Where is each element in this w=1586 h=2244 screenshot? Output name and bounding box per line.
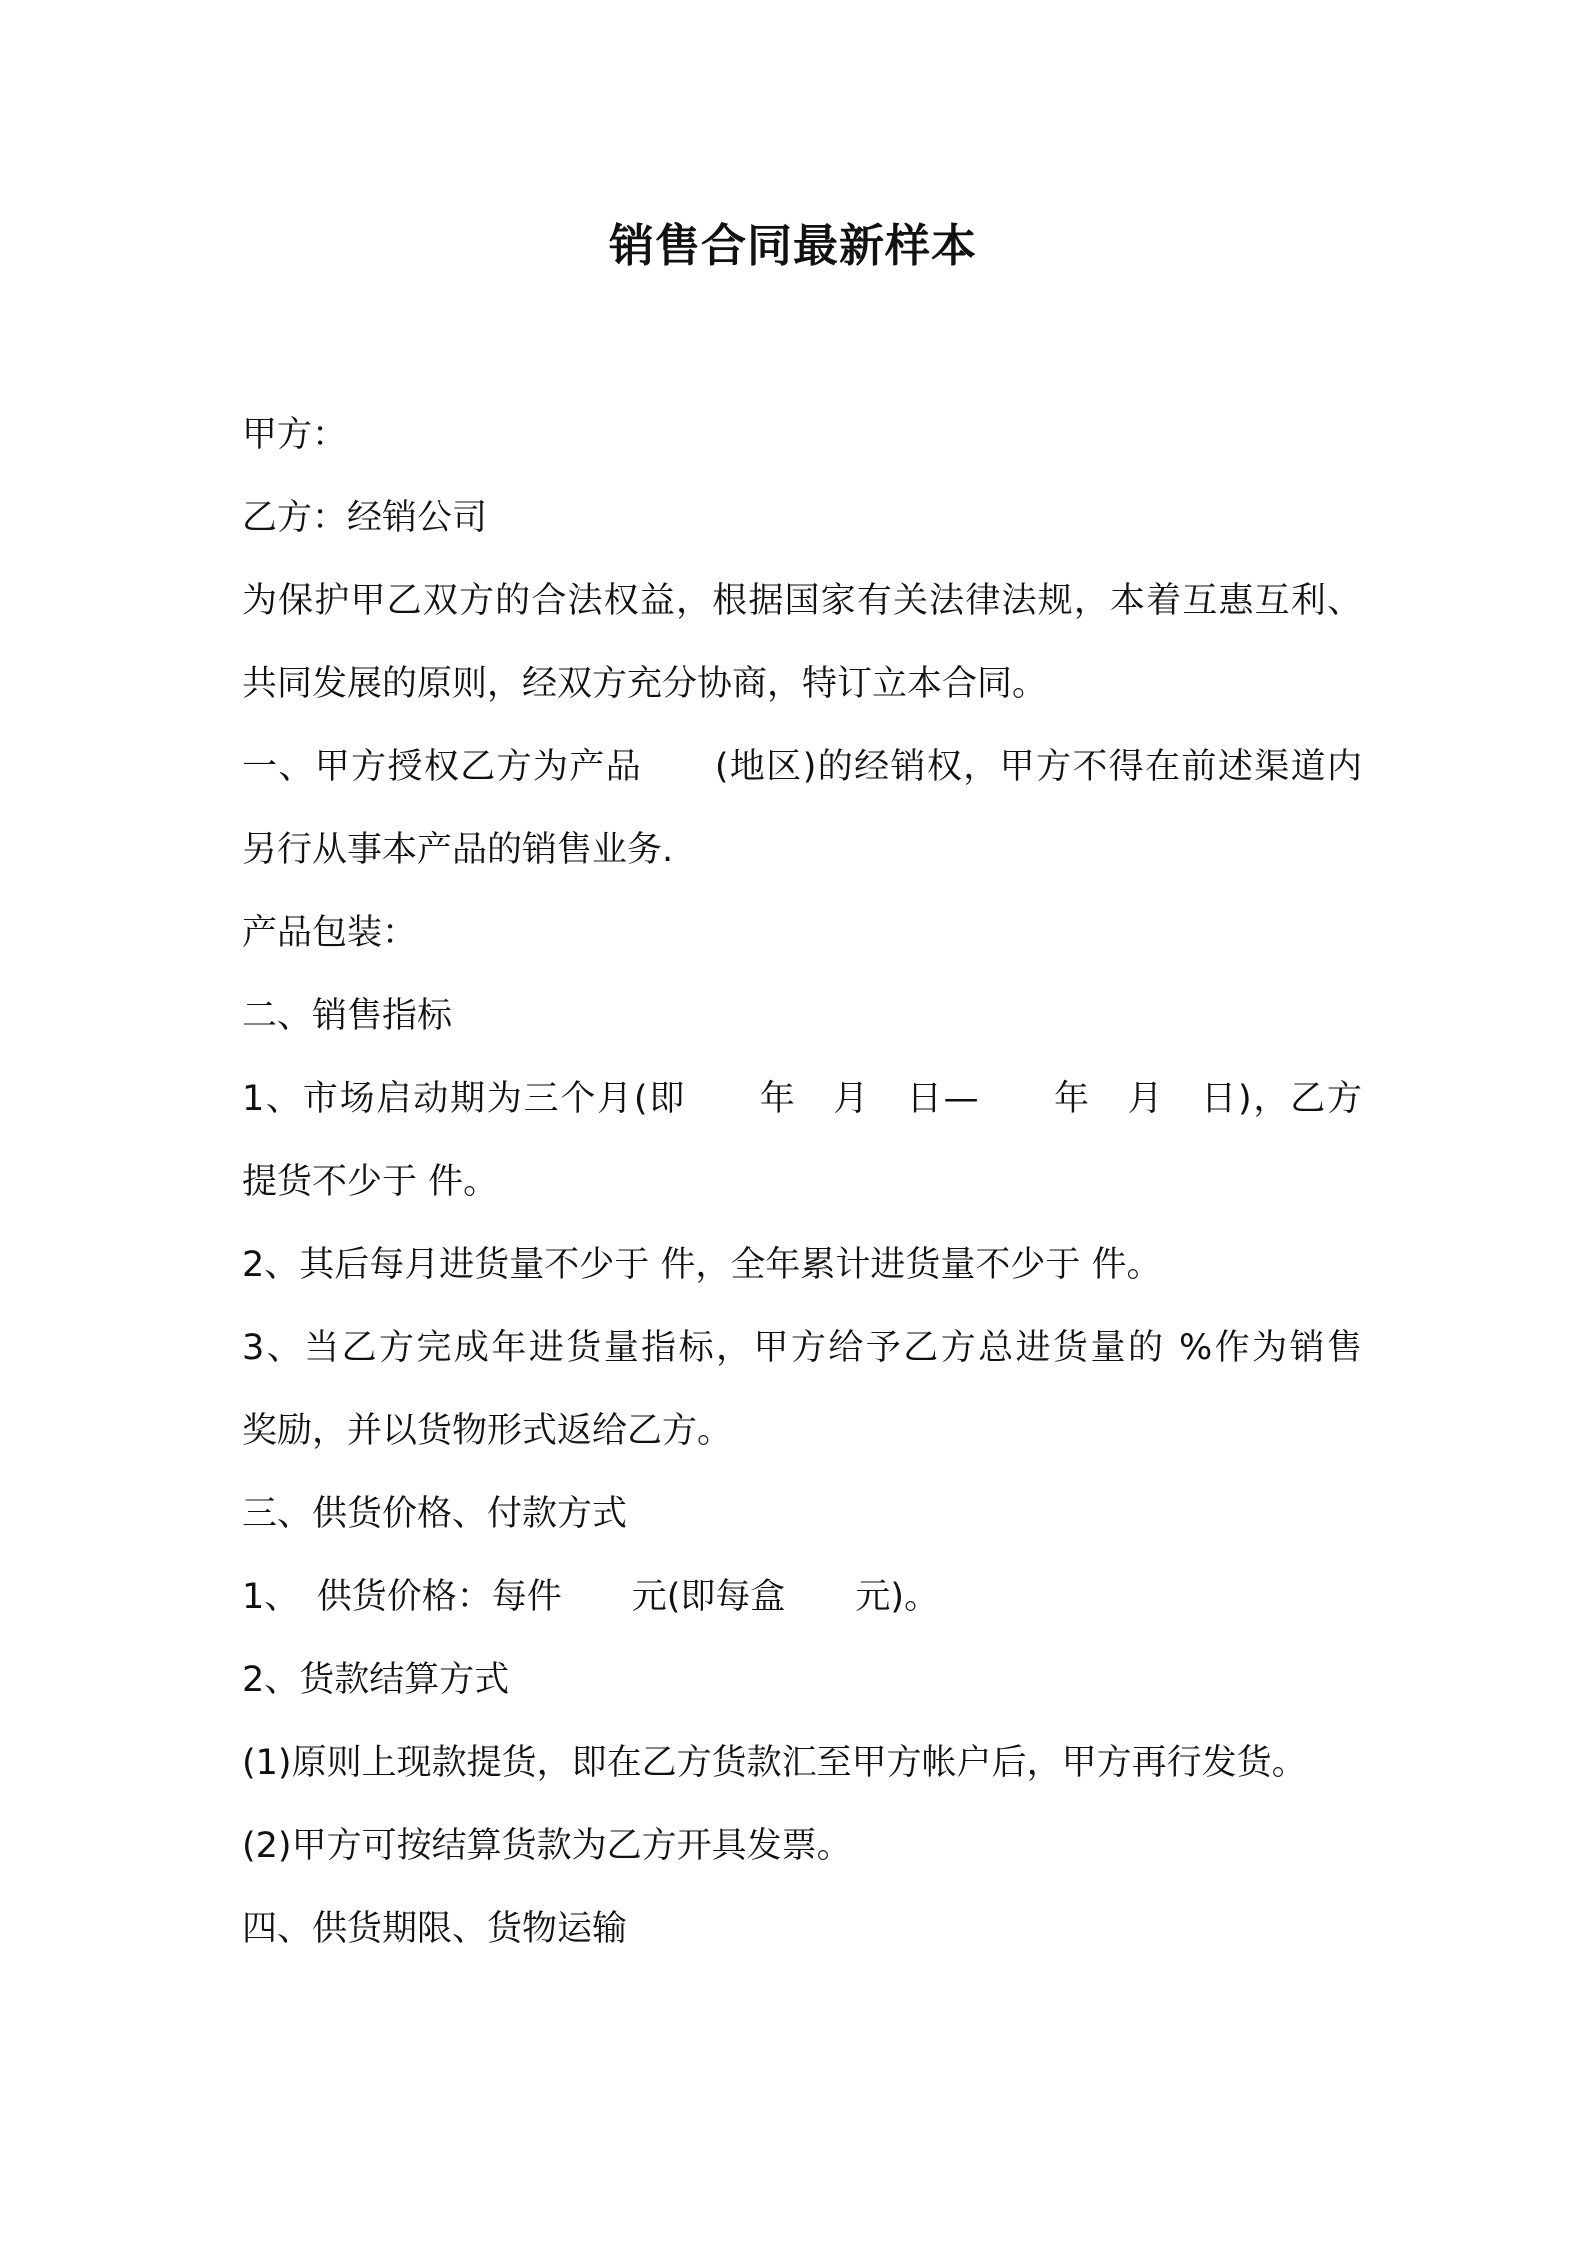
clause-2-1-line-2: 提货不少于 件。 bbox=[242, 1162, 499, 1202]
clause-1-line-1: 一、甲方授权乙方为产品 (地区)的经销权，甲方不得在前述渠道内 bbox=[242, 747, 1362, 787]
preamble-line-1: 为保护甲乙双方的合法权益，根据国家有关法律法规，本着互惠互利、 bbox=[242, 581, 1362, 621]
packaging-line: 产品包装： bbox=[242, 913, 418, 953]
clause-3-2-heading: 2、货款结算方式 bbox=[242, 1660, 510, 1700]
clause-3-2-1-line: (1)原则上现款提货，即在乙方货款汇至甲方帐户后，甲方再行发货。 bbox=[242, 1743, 1307, 1783]
clause-1-line-2: 另行从事本产品的销售业务. bbox=[242, 830, 674, 870]
party-b-line: 乙方：经销公司 bbox=[242, 498, 488, 538]
preamble-line-2: 共同发展的原则，经双方充分协商，特订立本合同。 bbox=[242, 664, 1048, 704]
section-2-heading: 二、销售指标 bbox=[242, 996, 453, 1036]
clause-3-2-2-line: (2)甲方可按结算货款为乙方开具发票。 bbox=[242, 1826, 852, 1866]
section-3-heading: 三、供货价格、付款方式 bbox=[242, 1494, 628, 1534]
clause-3-1-line: 1、 供货价格：每件 元(即每盒 元)。 bbox=[242, 1577, 940, 1617]
party-a-line: 甲方： bbox=[242, 415, 348, 455]
section-4-heading: 四、供货期限、货物运输 bbox=[242, 1909, 628, 1949]
clause-2-2-line: 2、其后每月进货量不少于 件，全年累计进货量不少于 件。 bbox=[242, 1245, 1162, 1285]
clause-2-3-line-2: 奖励，并以货物形式返给乙方。 bbox=[242, 1411, 733, 1451]
document-title: 销售合同最新样本 bbox=[608, 219, 977, 272]
clause-2-1-line-1: 1、市场启动期为三个月(即 年 月 日— 年 月 日)，乙方 bbox=[242, 1079, 1362, 1119]
clause-2-3-line-1: 3、当乙方完成年进货量指标，甲方给予乙方总进货量的 %作为销售 bbox=[242, 1328, 1362, 1368]
